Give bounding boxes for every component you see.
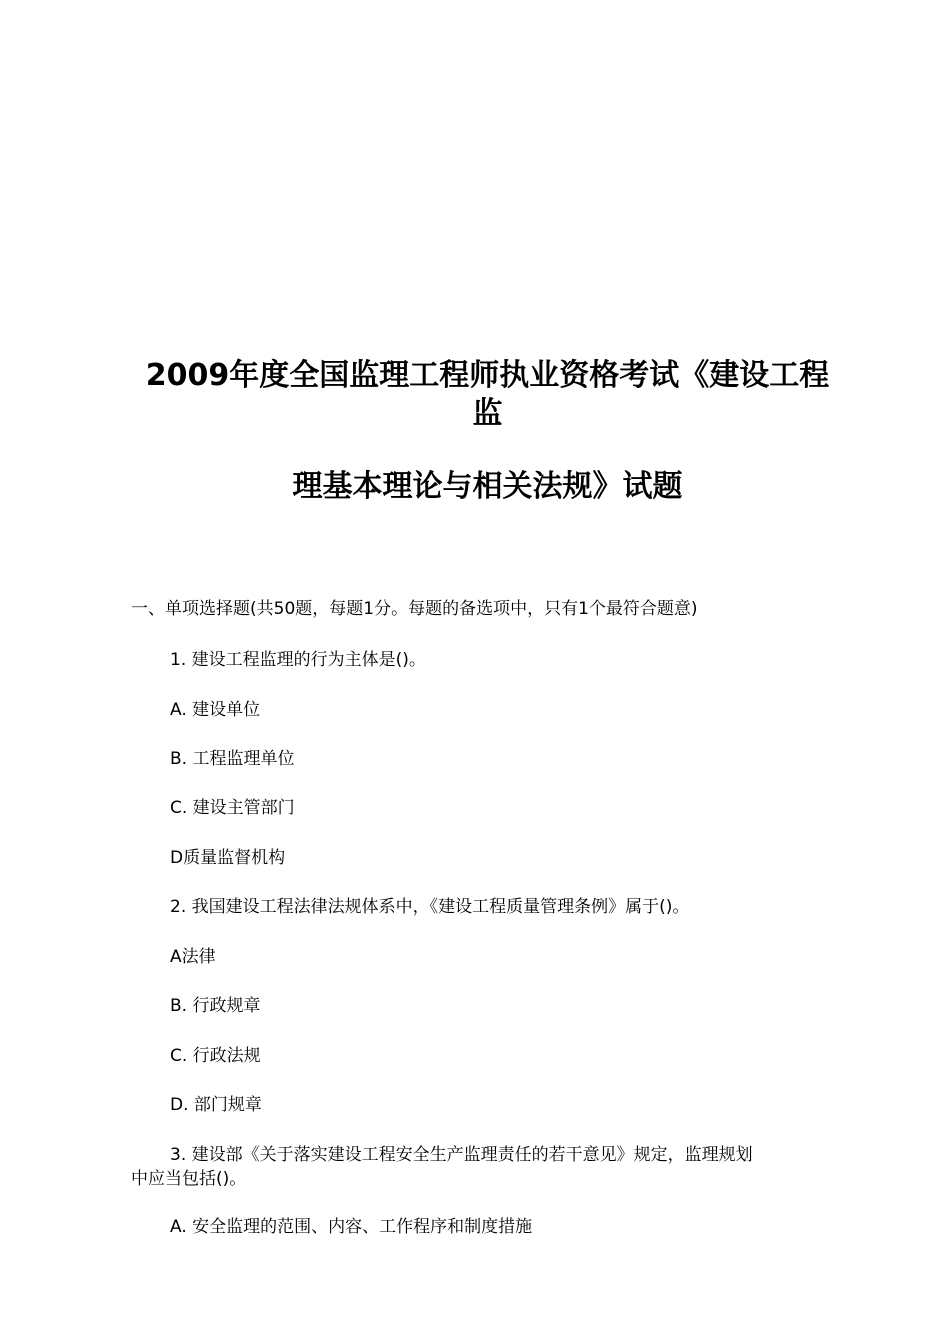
- question-3-option-a: A. 安全监理的范围、内容、工作程序和制度措施: [170, 1217, 533, 1237]
- question-2-stem: 2. 我国建设工程法律法规体系中，《建设工程质量管理条例》属于()。: [170, 897, 690, 917]
- section-heading: 一、单项选择题(共50题，每题1分。每题的备选项中，只有1个最符合题意): [131, 599, 698, 619]
- question-2-option-c: C. 行政法规: [170, 1046, 261, 1066]
- document-title-line-1: 2009年度全国监理工程师执业资格考试《建设工程: [145, 358, 830, 393]
- question-1-option-d: D质量监督机构: [170, 848, 286, 868]
- question-1-option-a: A. 建设单位: [170, 700, 261, 720]
- question-2-option-a: A法律: [170, 947, 216, 967]
- question-3-stem-line-2: 中应当包括()。: [131, 1169, 247, 1189]
- question-2-option-b: B. 行政规章: [170, 996, 261, 1016]
- question-1-stem: 1. 建设工程监理的行为主体是()。: [170, 650, 426, 670]
- document-title-line-2: 监: [472, 396, 503, 431]
- question-1-option-b: B. 工程监理单位: [170, 749, 295, 769]
- question-1-option-c: C. 建设主管部门: [170, 798, 295, 818]
- question-3-stem-line-1: 3. 建设部《关于落实建设工程安全生产监理责任的若干意见》规定，监理规划: [170, 1145, 753, 1165]
- question-2-option-d: D. 部门规章: [170, 1095, 262, 1115]
- document-title-line-3: 理基本理论与相关法规》试题: [292, 469, 683, 504]
